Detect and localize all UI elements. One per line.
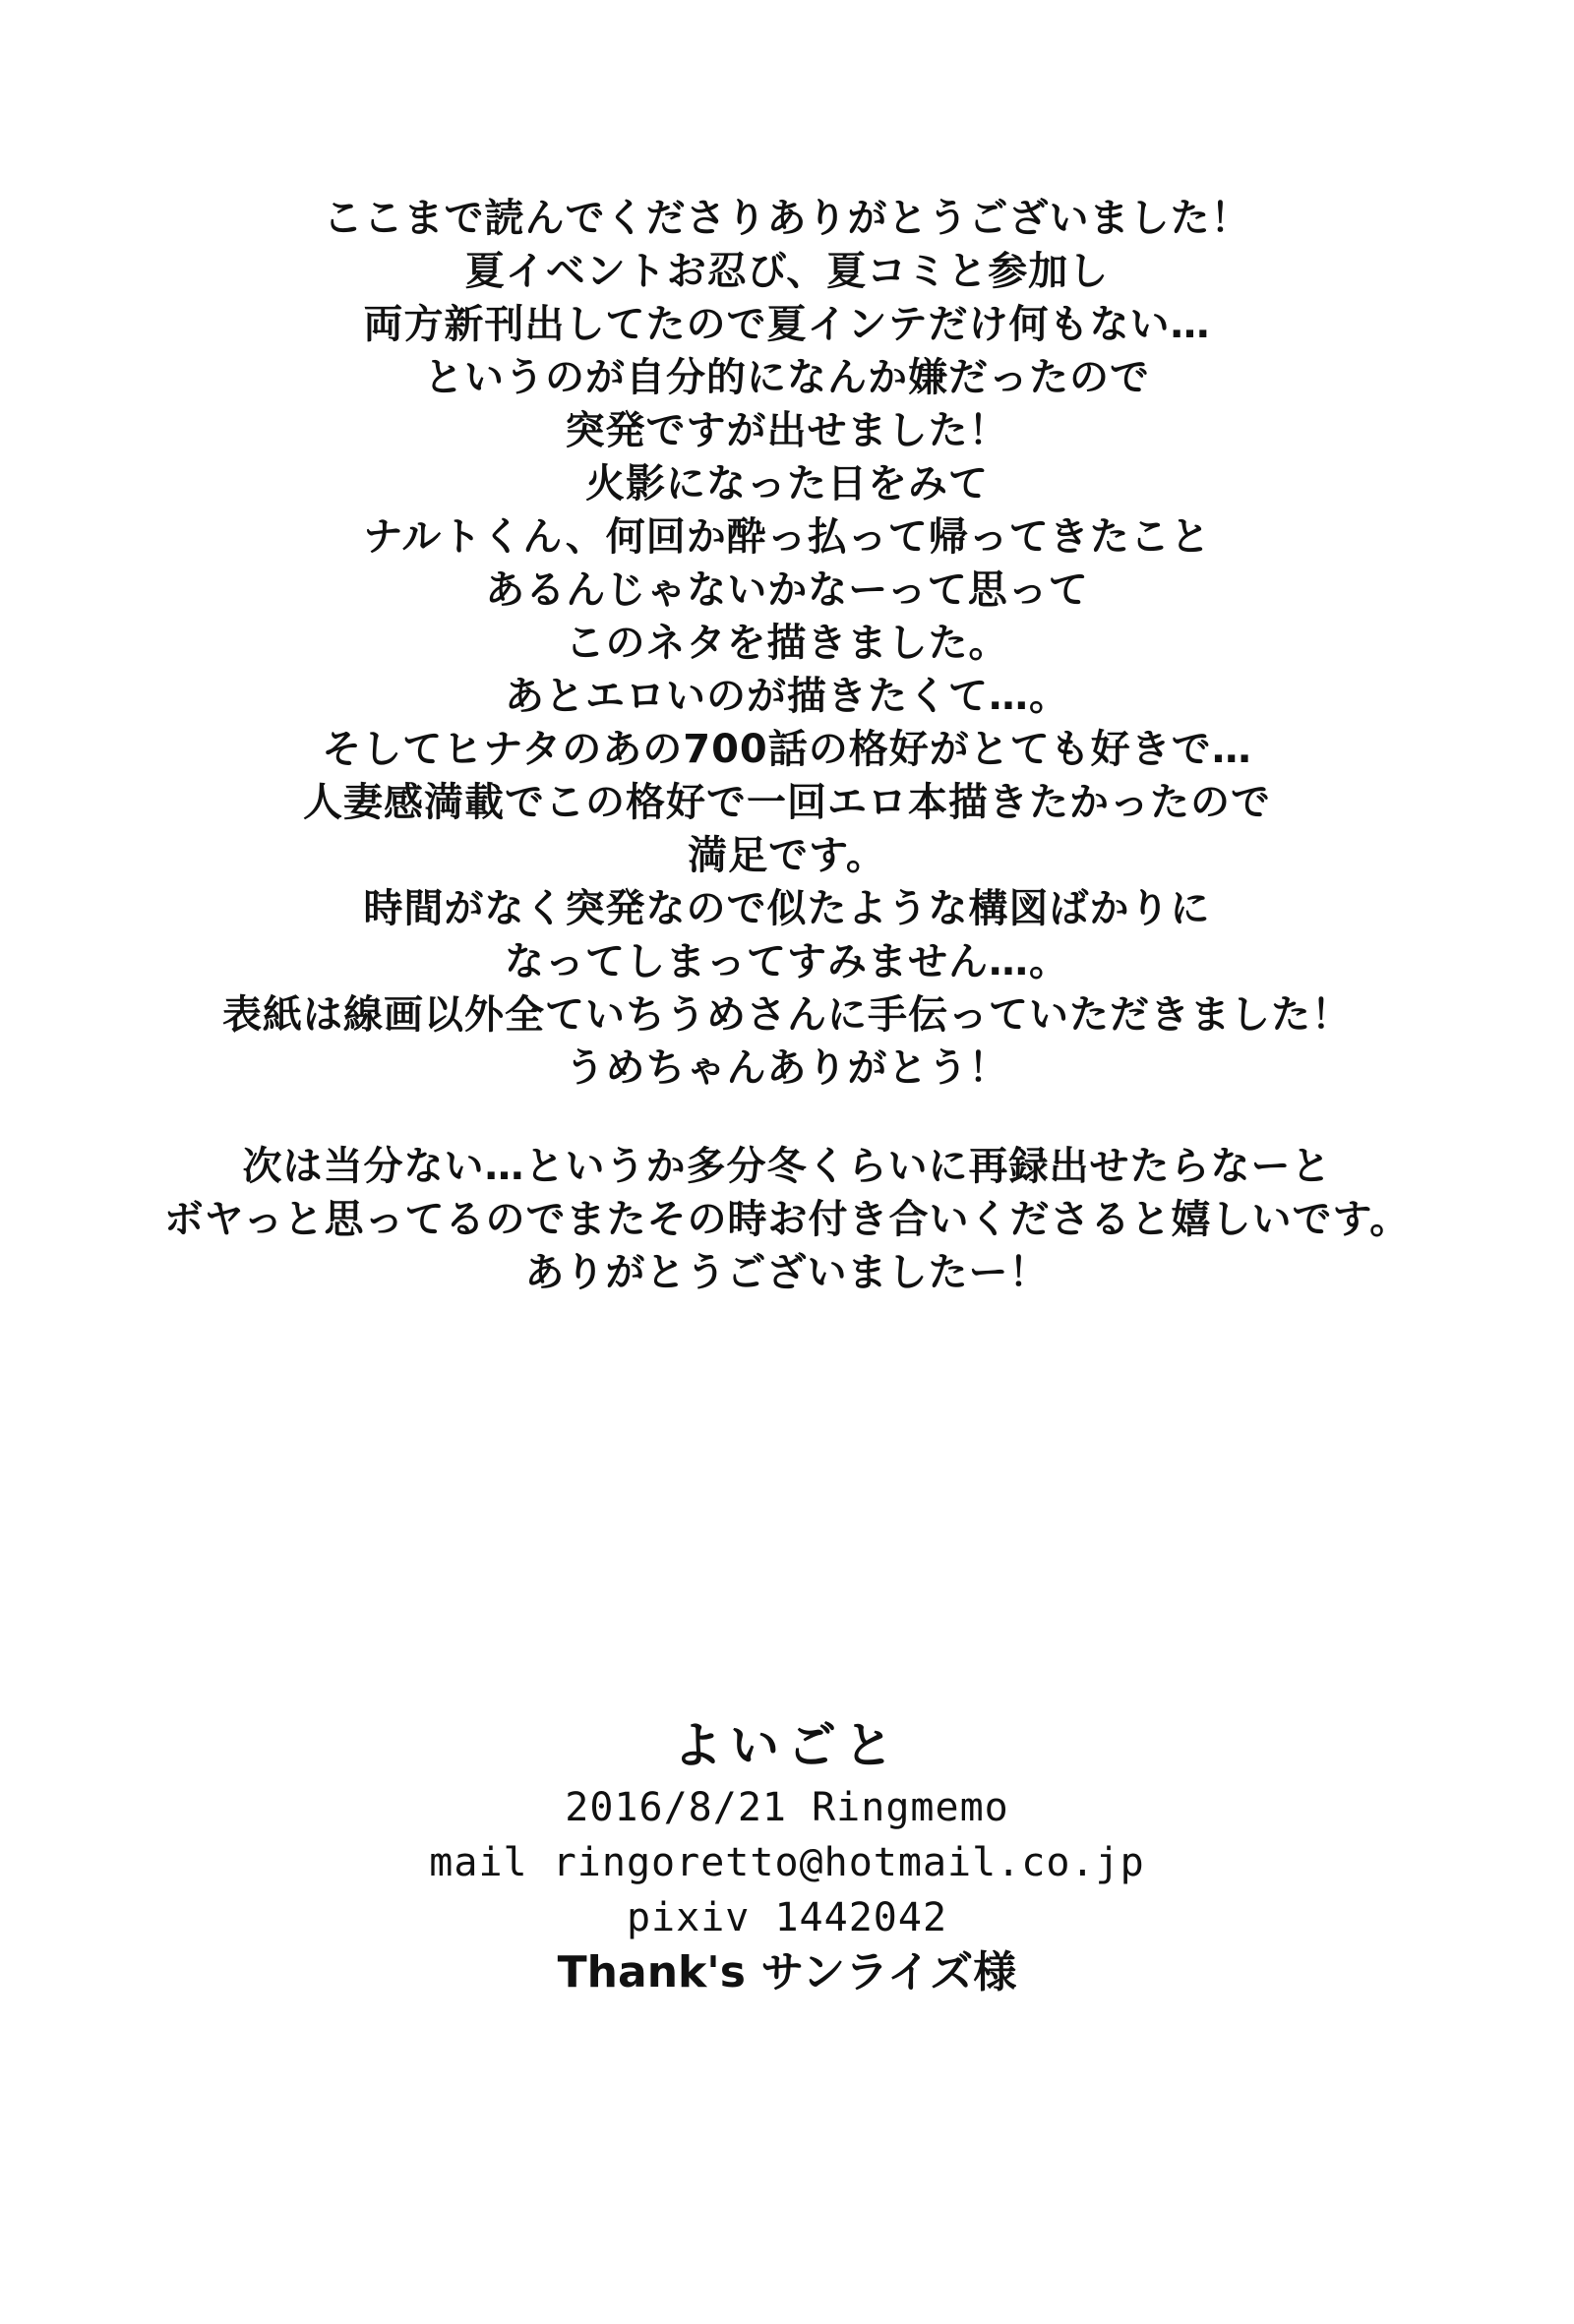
afterword-text [148, 192, 1426, 1299]
afterword-line: 突発ですが出せました！ [565, 408, 1009, 453]
afterword-line: なってしまってすみません…。 [505, 939, 1069, 984]
afterword-line: あるんじゃないかなーって思って [485, 567, 1089, 613]
closing-line: 次は当分ない…というか多分冬くらいに再録出せたらなーと [242, 1144, 1332, 1189]
afterword-line: 時間がなく突発なので似たような構図ばかりに [363, 886, 1211, 931]
thanks-line: Thank's サンライズ様 [557, 1947, 1017, 1997]
afterword-line: うめちゃんありがとう！ [565, 1045, 1009, 1091]
colophon [197, 1716, 1377, 2001]
afterword-line: ここまで読んでくださりありがとうございました！ [323, 196, 1251, 241]
afterword-line: そしてヒナタのあの700話の格好がとても好きで… [322, 727, 1252, 772]
afterword-line: このネタを描きました。 [565, 621, 1009, 666]
date-circle: 2016/8/21 Ringmemo [565, 1785, 1009, 1830]
mail-address: mail ringoretto@hotmail.co.jp [429, 1840, 1145, 1885]
afterword-line: 火影になった日をみて [585, 461, 989, 507]
afterword-line: 人妻感満載でこの格好で一回エロ本描きたかったので [303, 780, 1271, 825]
afterword-line: ナルトくん、何回か酔っ払って帰ってきたこと [363, 514, 1211, 560]
afterword-line: あとエロいのが描きたくて…。 [505, 674, 1069, 719]
afterword-line: 表紙は線画以外全ていちうめさんに手伝っていただきました！ [222, 992, 1352, 1038]
pixiv-id: pixiv 1442042 [626, 1895, 948, 1940]
afterword-line: 夏イベントお忍び、夏コミと参加し [464, 249, 1110, 294]
paragraph-gap [148, 1095, 1426, 1140]
closing-line: ボヤっと思ってるのでまたその時お付き合いくださると嬉しいです。 [163, 1197, 1411, 1242]
book-title: よいごと [673, 1717, 901, 1774]
afterword-line: 満足です。 [688, 833, 886, 878]
afterword-line: というのが自分的になんか嫌だったので [424, 355, 1150, 400]
afterword-line: 両方新刊出してたので夏インテだけ何もない… [363, 302, 1211, 347]
closing-line: ありがとうございましたー！ [524, 1250, 1050, 1295]
